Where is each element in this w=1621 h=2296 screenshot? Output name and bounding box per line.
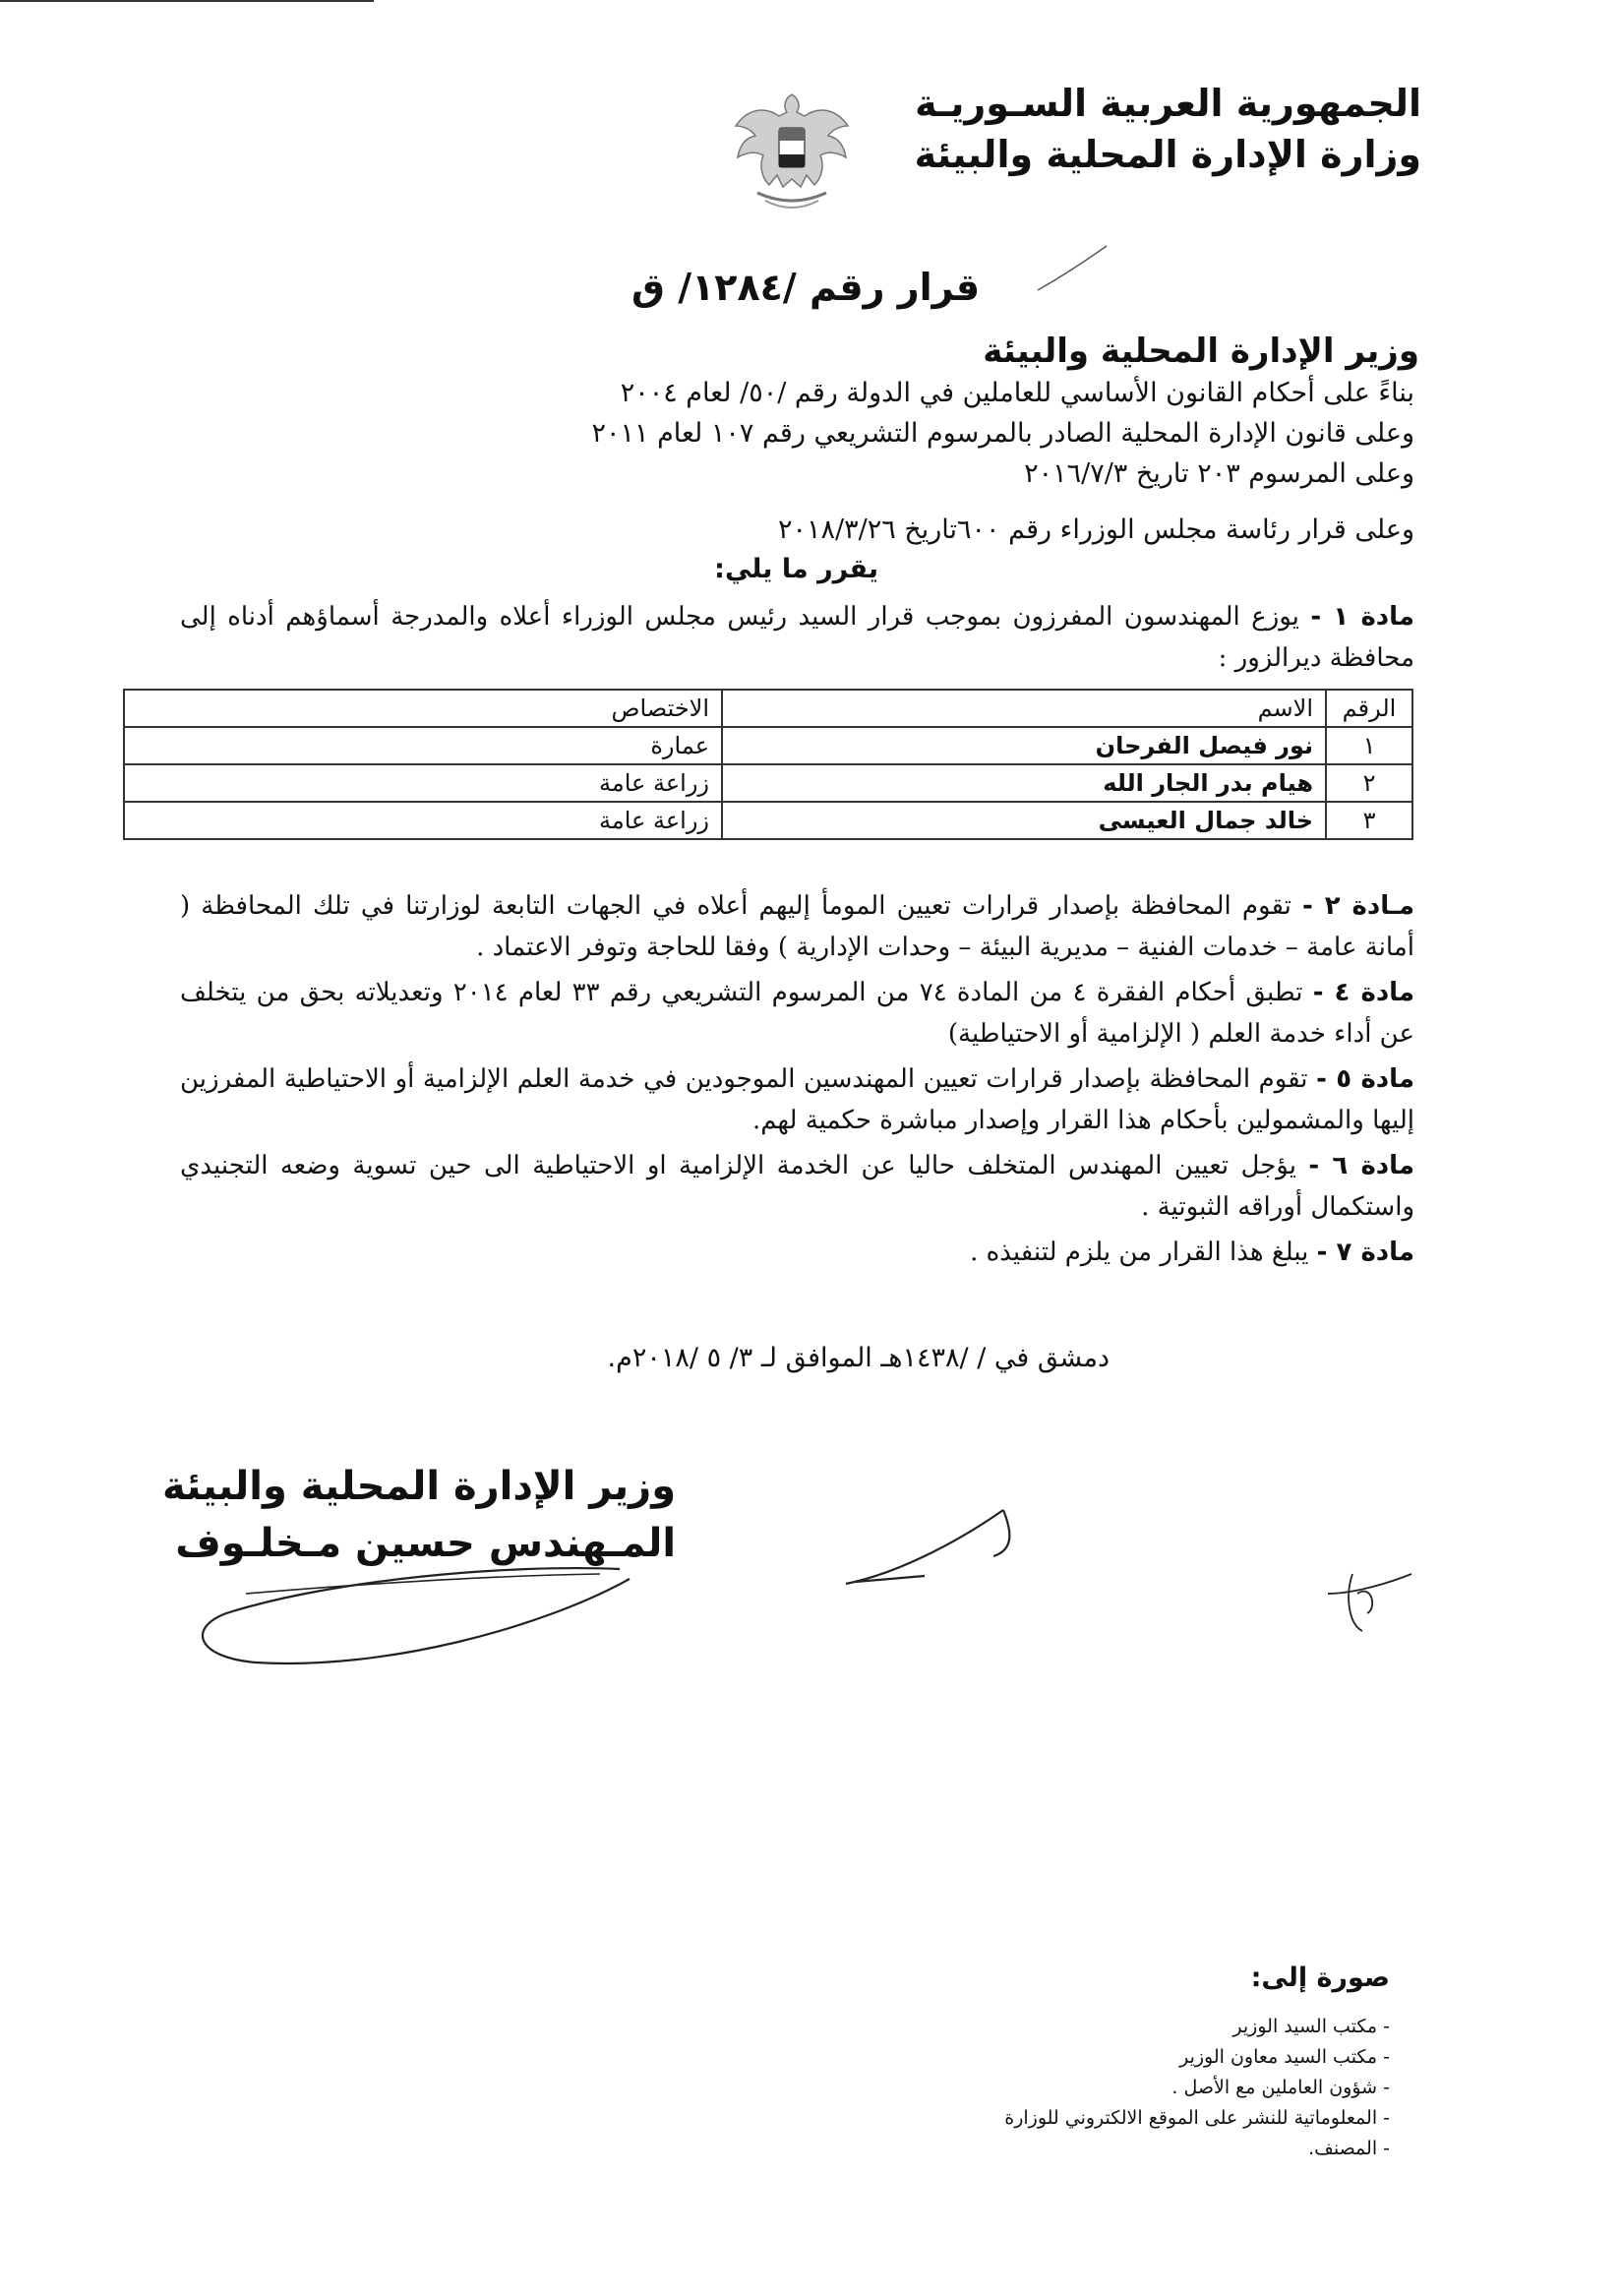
decision-number: قرار رقم /١٢٨٤/ ق (631, 266, 981, 309)
article-6 (180, 1145, 1414, 1228)
place-date: دمشق في / /١٤٣٨هـ الموافق لـ ٣/ ٥ /٢٠١٨م. (607, 1343, 1110, 1373)
cell-name: نور فيصل الفرحان (722, 727, 1326, 764)
article-2 (180, 885, 1414, 968)
preamble-line-2: وعلى قانون الإدارة المحلية الصادر بالمرسوم التشريعي رقم ١٠٧ لعام ٢٠١١ (591, 418, 1414, 449)
header-specialty: الاختصاص (124, 690, 722, 727)
signatory-title: وزير الإدارة المحلية والبيئة (162, 1464, 677, 1509)
table-row (124, 802, 1412, 839)
cell-name: هيام بدر الجار الله (722, 764, 1326, 802)
cell-name: خالد جمال العيسى (722, 802, 1326, 839)
scan-edge-line (0, 0, 374, 2)
cc-item: - المصنف. (1308, 2138, 1390, 2159)
article-1-label: مادة ١ - (1310, 602, 1415, 632)
cc-item: - المعلوماتية للنشر على الموقع الالكتروني للوزارة (1004, 2107, 1390, 2129)
cc-item: - شؤون العاملين مع الأصل . (1171, 2077, 1390, 2098)
eagle-emblem-icon (718, 77, 866, 224)
article-1-text: يوزع المهندسون المفرزون بموجب قرار السيد رئيس مجلس الوزراء أعلاه والمدرجة أسماؤهم أدناه إلى محافظة ديرالزور : (180, 602, 1414, 673)
signatory-name: المـهندس حسين مـخلـوف (175, 1521, 677, 1566)
table-header-row (124, 690, 1412, 727)
cc-title: صورة إلى: (1250, 1963, 1390, 1993)
table-row (124, 764, 1412, 802)
engineers-table (123, 689, 1413, 840)
article-7 (180, 1232, 1414, 1273)
header-name: الاسم (722, 690, 1326, 727)
article-1 (180, 596, 1414, 679)
preamble-line-3: وعلى المرسوم ٢٠٣ تاريخ ٢٠١٦/٧/٣ (1024, 458, 1414, 489)
cell-number: ٣ (1326, 802, 1412, 839)
preamble-line-1: بناءً على أحكام القانون الأساسي للعاملين في الدولة رقم /٥٠/ لعام ٢٠٠٤ (620, 378, 1414, 408)
cc-list (1004, 2012, 1390, 2164)
issuer-heading: وزير الإدارة المحلية والبيئة (983, 332, 1419, 371)
cell-specialty: عمارة (124, 727, 722, 764)
header-ministry: وزارة الإدارة المحلية والبيئة (914, 133, 1421, 176)
header-number: الرقم (1326, 690, 1412, 727)
signature-flourish (187, 1554, 649, 1682)
article-4-text: تطبق أحكام الفقرة ٤ من المادة ٧٤ من المرسوم التشريعي رقم ٣٣ لعام ٢٠١٤ وتعديلاته بحق من يتخلف عن أداء خدمة العلم ( الإلزامية أو الاحتياطية) (180, 978, 1414, 1049)
header-republic: الجمهورية العربية السـوريـة (915, 82, 1421, 125)
cell-number: ١ (1326, 727, 1412, 764)
article-2-text: تقوم المحافظة بإصدار قرارات تعيين المومأ إليهم أعلاه في الجهات التابعة لوزارتنا في تلك المحافظة ( أمانة عامة – خدمات الفنية – مديرية البيئة – وحدات الإدارية ) وفقا للحاجة وتوفر الاعتماد . (180, 891, 1414, 962)
article-6-label: مادة ٦ - (1308, 1151, 1415, 1180)
pen-stroke-mark (1033, 241, 1111, 300)
preamble-line-4: وعلى قرار رئاسة مجلس الوزراء رقم ٦٠٠تاريخ ٢٠١٨/٣/٢٦ (778, 514, 1414, 545)
decides-heading: يقرر ما يلي: (714, 554, 878, 584)
article-7-label: مادة ٧ - (1316, 1238, 1414, 1267)
cell-specialty: زراعة عامة (124, 764, 722, 802)
article-5-text: تقوم المحافظة بإصدار قرارات تعيين المهندسين الموجودين في خدمة العلم الإلزامية أو الاحتياطية المفرزين إليها والمشمولين بأحكام هذا القرار وإصدار مباشرة حكمية لهم. (180, 1064, 1414, 1135)
initials-scribble (836, 1495, 1033, 1594)
table-row (124, 727, 1412, 764)
cell-number: ٢ (1326, 764, 1412, 802)
initial-mark (1318, 1554, 1436, 1633)
cc-item: - مكتب السيد الوزير (1232, 2016, 1390, 2037)
cc-item: - مكتب السيد معاون الوزير (1179, 2046, 1390, 2068)
article-7-text: يبلغ هذا القرار من يلزم لتنفيذه . (970, 1238, 1309, 1267)
article-4-label: مادة ٤ - (1312, 978, 1415, 1007)
article-2-label: مـادة ٢ - (1302, 891, 1415, 921)
article-5 (180, 1058, 1414, 1141)
article-6-text: يؤجل تعيين المهندس المتخلف حاليا عن الخدمة الإلزامية او الاحتياطية الى حين تسوية وضعه التجنيدي واستكمال أوراقه الثبوتية . (180, 1151, 1414, 1222)
article-4 (180, 972, 1414, 1055)
cell-specialty: زراعة عامة (124, 802, 722, 839)
article-5-label: مادة ٥ - (1316, 1064, 1414, 1094)
